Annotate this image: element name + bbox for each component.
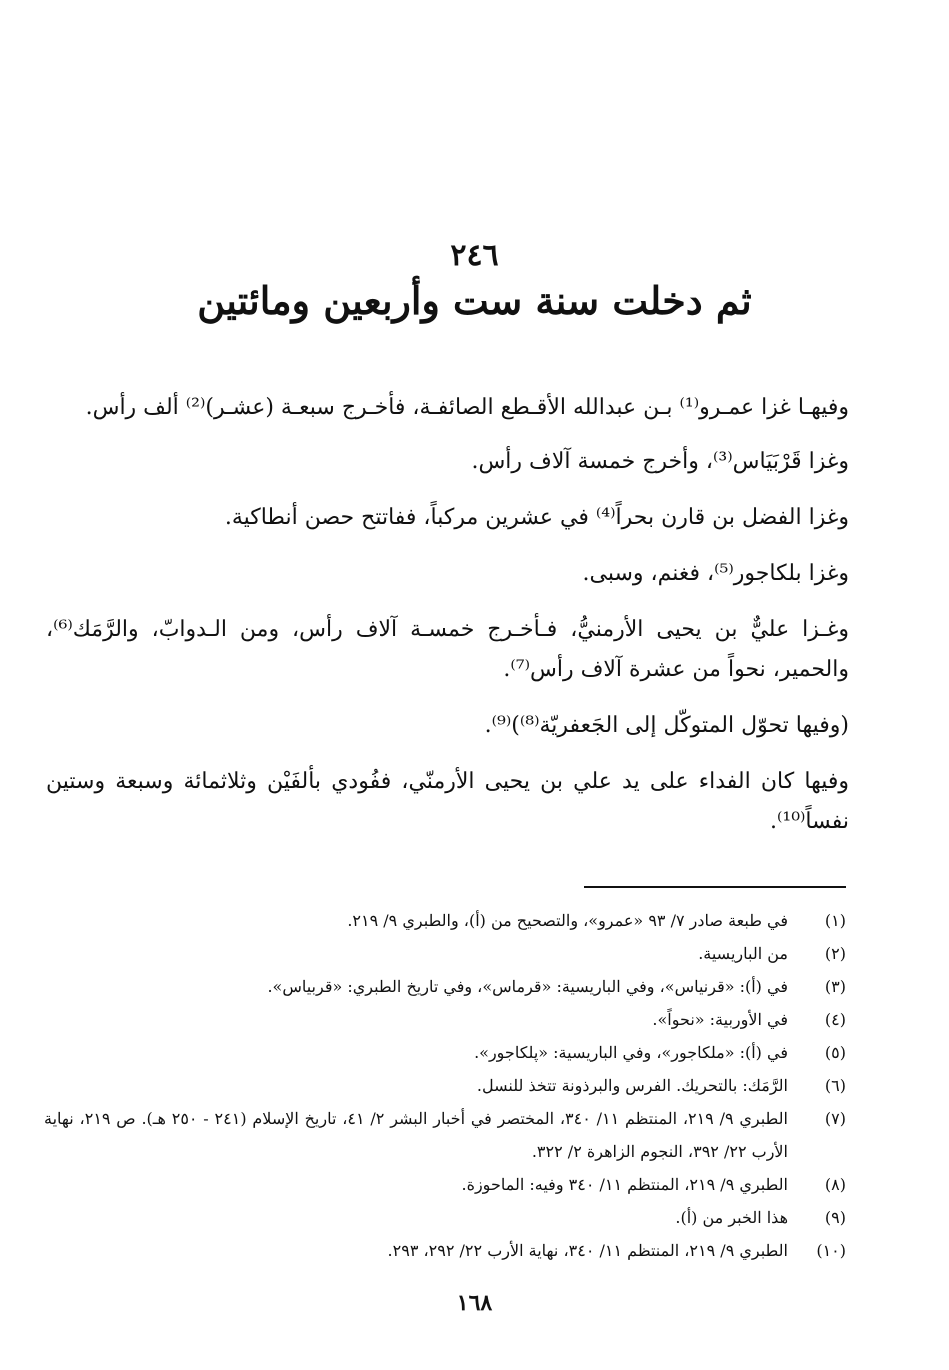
footnote: [44, 1168, 846, 1201]
footnote-text: الطبري ٩/ ٢١٩، المنتظم ١١/ ٣٤٠ وفيه: الماحوزة.: [461, 1175, 788, 1194]
footnote: [44, 1069, 846, 1102]
footnote: [44, 904, 846, 937]
footnote: [44, 1003, 846, 1036]
page-number: ١٦٨: [456, 1290, 493, 1316]
footnote: [44, 937, 846, 970]
footnote-text: الطبري ٩/ ٢١٩، المنتظم ١١/ ٣٤٠، نهاية الأرب ٢٢/ ٢٩٢، ٢٩٣.: [387, 1241, 788, 1260]
footnote-text: من الباريسية.: [698, 944, 788, 963]
paragraph: وغزا الفضل بن قارن بحراً⁽⁴⁾ في عشرين مركباً، ففاتتح حصن أنطاكية.: [224, 505, 849, 530]
footnote-text: هذا الخبر من (أ).: [675, 1208, 788, 1227]
footnote-text: في (أ): «قرنياس»، وفي الباريسية: «قرماس»، وفي تاريخ الطبري: «قربياس».: [267, 977, 788, 996]
footnote-number: (٥): [824, 1043, 846, 1062]
paragraph: وغزا بلكاجور⁽⁵⁾، فغنم، وسبى.: [582, 561, 849, 586]
footnote-text: في (أ): «ملكاجور»، وفي الباريسية: «پلكاجور».: [474, 1043, 788, 1062]
paragraph: وغـزا عليٌّ بن يحيى الأرمنيُّ، فـأخـرج خمسـة آلاف رأس، ومن الـدوابّ، والرَّمَك⁽⁶⁾، والحمير، نحواً من عشرة آلاف رأس⁽⁷⁾.: [46, 617, 849, 682]
footnote-number: (٩): [824, 1208, 846, 1227]
footnotes: [44, 904, 846, 1267]
footnote: [44, 1036, 846, 1069]
footnote-number: (٣): [824, 977, 846, 996]
footnote-text: الطبري ٩/ ٢١٩، المنتظم ١١/ ٣٤٠، المختصر في أخبار البشر ٢/ ٤١، تاريخ الإسلام (٢٤١ - ٢٥٠ هـ). ص ٢١٩، نهاية الأرب ٢٢/ ٣٩٢، النجوم الزاهرة ٢/ ٣٢٢.: [44, 1109, 788, 1161]
footnote-text: في الأوربية: «نحواً».: [652, 1010, 788, 1029]
year-number: ٢٤٦: [450, 238, 499, 273]
footnote-number: (٧): [824, 1109, 846, 1128]
footnote-number: (٨): [824, 1175, 846, 1194]
footnote-number: (١): [824, 911, 846, 930]
footnote-number: (٤): [824, 1010, 846, 1029]
footnote-text: في طبعة صادر ٧/ ٩٣ «عمرو»، والتصحيح من (أ)، والطبري ٩/ ٢١٩.: [347, 911, 788, 930]
chapter-title: ثم دخلت سنة ست وأربعين ومائتين: [197, 278, 752, 323]
main-text: [46, 388, 849, 858]
footnote: [44, 1201, 846, 1234]
paragraph: وفيهـا غزا عمـرو⁽¹⁾ بـن عبدالله الأقـطع الصائفـة، فأخـرج سبعـة (عشـر)⁽²⁾ ألف رأس.: [85, 395, 849, 420]
paragraph: وفيها كان الفداء على يد علي بن يحيى الأرمنّي، ففُودي بألفَيْن وثلاثمائة وسبعة وستين نفساً⁽¹⁰⁾.: [46, 769, 849, 834]
paragraph: وغزا قَرْبَيَاس⁽³⁾، وأخرج خمسة آلاف رأس.: [471, 449, 849, 474]
footnote-number: (١٠): [816, 1241, 846, 1260]
footnote-number: (٢): [824, 944, 846, 963]
footnote: [44, 970, 846, 1003]
footnote: [44, 1234, 846, 1267]
footnote-number: (٦): [824, 1076, 846, 1095]
paragraph: (وفيها تحوّل المتوكّل إلى الجَعفريّة⁽⁸⁾)⁽⁹⁾.: [484, 713, 849, 738]
footnote-separator: [584, 886, 846, 888]
footnote-text: الرَّمَك: بالتحريك. الفرس والبرذونة تتخذ للنسل.: [476, 1076, 788, 1095]
footnote: [44, 1102, 846, 1168]
